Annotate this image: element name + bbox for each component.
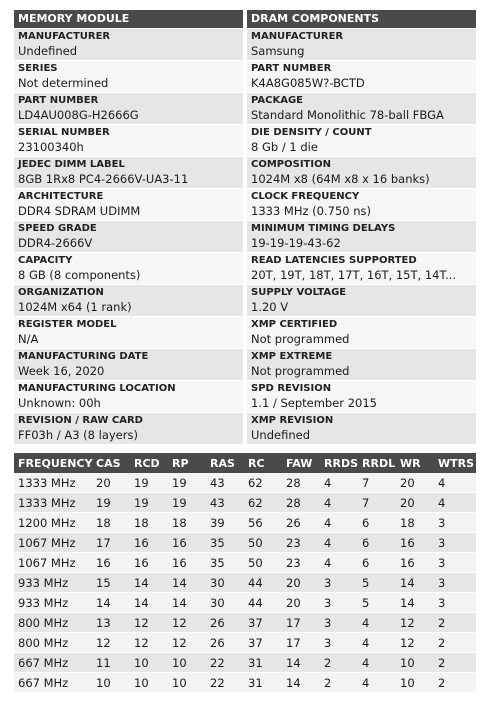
table-cell: 14 xyxy=(130,573,168,593)
table-cell: 6 xyxy=(358,553,396,573)
table-cell: 23 xyxy=(282,533,320,553)
table-cell: 35 xyxy=(206,553,244,573)
info-value: Week 16, 2020 xyxy=(18,364,105,378)
info-value: 1.20 V xyxy=(251,300,289,314)
table-cell: 18 xyxy=(168,513,206,533)
table-cell: 2 xyxy=(434,653,476,673)
table-cell: 23 xyxy=(282,553,320,573)
info-label: CLOCK FREQUENCY xyxy=(251,191,360,202)
table-cell: 667 MHz xyxy=(14,673,92,693)
info-label: DIE DENSITY / COUNT xyxy=(251,127,372,138)
table-cell: 19 xyxy=(130,493,168,513)
table-cell: 4 xyxy=(434,473,476,493)
column-header: RP xyxy=(168,453,206,473)
table-cell: 4 xyxy=(320,473,358,493)
table-cell: 3 xyxy=(320,593,358,613)
info-value: 8GB 1Rx8 PC4-2666V-UA3-11 xyxy=(18,172,189,186)
table-cell: 1067 MHz xyxy=(14,533,92,553)
table-cell: 10 xyxy=(168,673,206,693)
info-value: 1333 MHz (0.750 ns) xyxy=(251,204,372,218)
table-cell: 12 xyxy=(396,613,434,633)
info-row xyxy=(247,61,476,92)
table-cell: 800 MHz xyxy=(14,613,92,633)
info-row xyxy=(14,29,243,60)
table-cell: 22 xyxy=(206,673,244,693)
info-value: Not determined xyxy=(18,76,109,90)
table-cell: 28 xyxy=(282,493,320,513)
info-value: Unknown: 00h xyxy=(18,396,101,410)
table-cell: 14 xyxy=(92,593,130,613)
table-cell: 26 xyxy=(206,613,244,633)
table-cell: 62 xyxy=(244,473,282,493)
info-value: 1024M x64 (1 rank) xyxy=(18,300,132,314)
table-cell: 4 xyxy=(358,673,396,693)
info-row xyxy=(247,221,476,252)
table-cell: 20 xyxy=(396,493,434,513)
timing-table-header xyxy=(14,453,476,473)
column-header: RC xyxy=(244,453,282,473)
info-label: CAPACITY xyxy=(18,255,73,266)
column-header: RRDL xyxy=(358,453,396,473)
info-value: LD4AU008G-H2666G xyxy=(18,108,139,122)
table-cell: 3 xyxy=(434,553,476,573)
table-cell: 12 xyxy=(130,633,168,653)
table-cell: 12 xyxy=(168,633,206,653)
info-row xyxy=(14,157,243,188)
table-cell: 10 xyxy=(168,653,206,673)
info-label: XMP CERTIFIED xyxy=(251,319,338,330)
memory-module-section xyxy=(14,10,243,445)
dram-components-header: DRAM COMPONENTS xyxy=(247,10,476,28)
info-label: MANUFACTURING LOCATION xyxy=(18,383,176,394)
info-label: REVISION / RAW CARD xyxy=(18,415,143,426)
table-cell: 1200 MHz xyxy=(14,513,92,533)
info-row xyxy=(247,413,476,444)
table-cell: 2 xyxy=(434,673,476,693)
info-row xyxy=(14,189,243,220)
table-cell: 4 xyxy=(358,633,396,653)
info-value: Undefined xyxy=(18,44,77,58)
table-cell: 3 xyxy=(320,573,358,593)
info-label: XMP EXTREME xyxy=(251,351,333,362)
table-row xyxy=(14,673,476,693)
table-cell: 13 xyxy=(92,613,130,633)
column-header: RRDS xyxy=(320,453,358,473)
info-value: FF03h / A3 (8 layers) xyxy=(18,428,138,442)
table-cell: 20 xyxy=(282,593,320,613)
info-row xyxy=(14,413,243,444)
spd-info-panel xyxy=(14,10,476,693)
table-cell: 30 xyxy=(206,573,244,593)
table-cell: 12 xyxy=(396,633,434,653)
info-row xyxy=(247,157,476,188)
table-cell: 16 xyxy=(396,533,434,553)
table-cell: 37 xyxy=(244,613,282,633)
table-cell: 18 xyxy=(396,513,434,533)
table-cell: 18 xyxy=(92,513,130,533)
info-label: MINIMUM TIMING DELAYS xyxy=(251,223,396,234)
table-cell: 50 xyxy=(244,533,282,553)
table-cell: 2 xyxy=(320,673,358,693)
table-cell: 4 xyxy=(358,613,396,633)
table-row xyxy=(14,593,476,613)
table-cell: 14 xyxy=(396,573,434,593)
table-cell: 2 xyxy=(434,613,476,633)
info-value: 1024M x8 (64M x8 x 16 banks) xyxy=(251,172,430,186)
table-cell: 10 xyxy=(396,653,434,673)
info-label: MANUFACTURER xyxy=(18,31,111,42)
table-cell: 20 xyxy=(92,473,130,493)
table-cell: 16 xyxy=(130,553,168,573)
table-cell: 19 xyxy=(168,473,206,493)
timing-table xyxy=(14,453,476,693)
table-cell: 3 xyxy=(434,533,476,553)
table-cell: 26 xyxy=(282,513,320,533)
table-cell: 20 xyxy=(396,473,434,493)
column-header: FAW xyxy=(282,453,320,473)
table-row xyxy=(14,653,476,673)
table-cell: 22 xyxy=(206,653,244,673)
info-row xyxy=(247,189,476,220)
table-cell: 50 xyxy=(244,553,282,573)
info-label: SUPPLY VOLTAGE xyxy=(251,287,347,298)
column-header: RCD xyxy=(130,453,168,473)
info-label: MANUFACTURER xyxy=(251,31,344,42)
table-cell: 933 MHz xyxy=(14,573,92,593)
info-value: Undefined xyxy=(251,428,310,442)
info-label: SERIES xyxy=(18,63,58,74)
table-cell: 10 xyxy=(130,653,168,673)
info-value: Standard Monolithic 78-ball FBGA xyxy=(251,108,444,122)
table-cell: 62 xyxy=(244,493,282,513)
info-label: PART NUMBER xyxy=(18,95,99,106)
info-row xyxy=(14,221,243,252)
table-cell: 17 xyxy=(282,633,320,653)
memory-module-header: MEMORY MODULE xyxy=(14,10,243,28)
table-cell: 6 xyxy=(358,513,396,533)
table-cell: 17 xyxy=(282,613,320,633)
info-row xyxy=(14,381,243,412)
table-cell: 10 xyxy=(396,673,434,693)
table-cell: 30 xyxy=(206,593,244,613)
table-cell: 31 xyxy=(244,653,282,673)
table-cell: 17 xyxy=(92,533,130,553)
info-label: READ LATENCIES SUPPORTED xyxy=(251,255,417,266)
table-cell: 16 xyxy=(168,553,206,573)
table-cell: 43 xyxy=(206,493,244,513)
table-cell: 20 xyxy=(282,573,320,593)
table-cell: 2 xyxy=(320,653,358,673)
table-cell: 1333 MHz xyxy=(14,473,92,493)
column-header: CAS xyxy=(92,453,130,473)
table-cell: 19 xyxy=(168,493,206,513)
column-header: WR xyxy=(396,453,434,473)
info-value: N/A xyxy=(18,332,39,346)
info-label: COMPOSITION xyxy=(251,159,331,170)
table-cell: 12 xyxy=(130,613,168,633)
info-row xyxy=(247,125,476,156)
table-cell: 28 xyxy=(282,473,320,493)
table-row xyxy=(14,473,476,493)
table-cell: 1333 MHz xyxy=(14,493,92,513)
table-cell: 7 xyxy=(358,473,396,493)
table-row xyxy=(14,613,476,633)
info-row xyxy=(14,93,243,124)
table-cell: 4 xyxy=(434,493,476,513)
table-cell: 3 xyxy=(434,573,476,593)
info-row xyxy=(247,349,476,380)
info-value: 20T, 19T, 18T, 17T, 16T, 15T, 14T... xyxy=(251,268,457,282)
table-cell: 14 xyxy=(282,653,320,673)
table-cell: 44 xyxy=(244,573,282,593)
table-cell: 43 xyxy=(206,473,244,493)
table-row xyxy=(14,633,476,653)
table-cell: 16 xyxy=(92,553,130,573)
table-row xyxy=(14,573,476,593)
info-value: DDR4-2666V xyxy=(18,236,93,250)
info-value: 19-19-19-43-62 xyxy=(251,236,341,250)
table-cell: 4 xyxy=(320,513,358,533)
table-cell: 37 xyxy=(244,633,282,653)
info-label: XMP REVISION xyxy=(251,415,334,426)
table-cell: 14 xyxy=(282,673,320,693)
table-cell: 800 MHz xyxy=(14,633,92,653)
info-row xyxy=(14,125,243,156)
info-row xyxy=(14,349,243,380)
info-row xyxy=(247,317,476,348)
info-label: REGISTER MODEL xyxy=(18,319,117,330)
table-cell: 19 xyxy=(130,473,168,493)
table-cell: 16 xyxy=(130,533,168,553)
table-cell: 10 xyxy=(130,673,168,693)
info-row xyxy=(247,93,476,124)
table-cell: 4 xyxy=(320,553,358,573)
column-header: FREQUENCY xyxy=(14,453,92,473)
info-row xyxy=(247,253,476,284)
table-cell: 3 xyxy=(434,593,476,613)
table-cell: 2 xyxy=(434,633,476,653)
info-row xyxy=(14,253,243,284)
table-cell: 6 xyxy=(358,533,396,553)
table-cell: 14 xyxy=(130,593,168,613)
table-cell: 56 xyxy=(244,513,282,533)
table-cell: 12 xyxy=(168,613,206,633)
table-cell: 12 xyxy=(92,633,130,653)
table-cell: 16 xyxy=(396,553,434,573)
table-cell: 26 xyxy=(206,633,244,653)
table-row xyxy=(14,533,476,553)
dram-components-section xyxy=(247,10,476,445)
column-header: RAS xyxy=(206,453,244,473)
info-label: ORGANIZATION xyxy=(18,287,104,298)
info-value: Not programmed xyxy=(251,332,350,346)
table-cell: 39 xyxy=(206,513,244,533)
table-cell: 35 xyxy=(206,533,244,553)
table-cell: 14 xyxy=(168,573,206,593)
table-cell: 31 xyxy=(244,673,282,693)
info-value: 8 GB (8 components) xyxy=(18,268,141,282)
table-cell: 1067 MHz xyxy=(14,553,92,573)
info-label: PART NUMBER xyxy=(251,63,332,74)
table-cell: 5 xyxy=(358,593,396,613)
table-cell: 14 xyxy=(168,593,206,613)
info-row xyxy=(247,381,476,412)
info-value: 8 Gb / 1 die xyxy=(251,140,318,154)
info-value: Samsung xyxy=(251,44,305,58)
table-cell: 4 xyxy=(320,493,358,513)
info-label: SPD REVISION xyxy=(251,383,332,394)
table-cell: 5 xyxy=(358,573,396,593)
info-row xyxy=(247,29,476,60)
table-cell: 667 MHz xyxy=(14,653,92,673)
table-cell: 18 xyxy=(130,513,168,533)
info-label: JEDEC DIMM LABEL xyxy=(18,159,125,170)
table-cell: 933 MHz xyxy=(14,593,92,613)
info-label: ARCHITECTURE xyxy=(18,191,104,202)
timing-table-body xyxy=(14,473,476,693)
info-label: SPEED GRADE xyxy=(18,223,97,234)
info-value: K4A8G085W?-BCTD xyxy=(251,76,365,90)
table-cell: 19 xyxy=(92,493,130,513)
info-label: PACKAGE xyxy=(251,95,304,106)
table-row xyxy=(14,553,476,573)
table-cell: 3 xyxy=(320,613,358,633)
table-cell: 3 xyxy=(434,513,476,533)
info-label: SERIAL NUMBER xyxy=(18,127,110,138)
table-row xyxy=(14,513,476,533)
info-value: Not programmed xyxy=(251,364,350,378)
info-value: 23100340h xyxy=(18,140,84,154)
table-row xyxy=(14,493,476,513)
spd-columns xyxy=(14,10,476,445)
info-row xyxy=(14,317,243,348)
table-cell: 16 xyxy=(168,533,206,553)
table-cell: 4 xyxy=(320,533,358,553)
table-cell: 3 xyxy=(320,633,358,653)
table-cell: 44 xyxy=(244,593,282,613)
info-row xyxy=(247,285,476,316)
table-cell: 11 xyxy=(92,653,130,673)
table-cell: 10 xyxy=(92,673,130,693)
info-label: MANUFACTURING DATE xyxy=(18,351,149,362)
info-row xyxy=(14,285,243,316)
table-cell: 4 xyxy=(358,653,396,673)
info-value: 1.1 / September 2015 xyxy=(251,396,377,410)
column-header: WTRS xyxy=(434,453,476,473)
table-cell: 15 xyxy=(92,573,130,593)
table-cell: 7 xyxy=(358,493,396,513)
info-row xyxy=(14,61,243,92)
info-value: DDR4 SDRAM UDIMM xyxy=(18,204,141,218)
table-cell: 14 xyxy=(396,593,434,613)
